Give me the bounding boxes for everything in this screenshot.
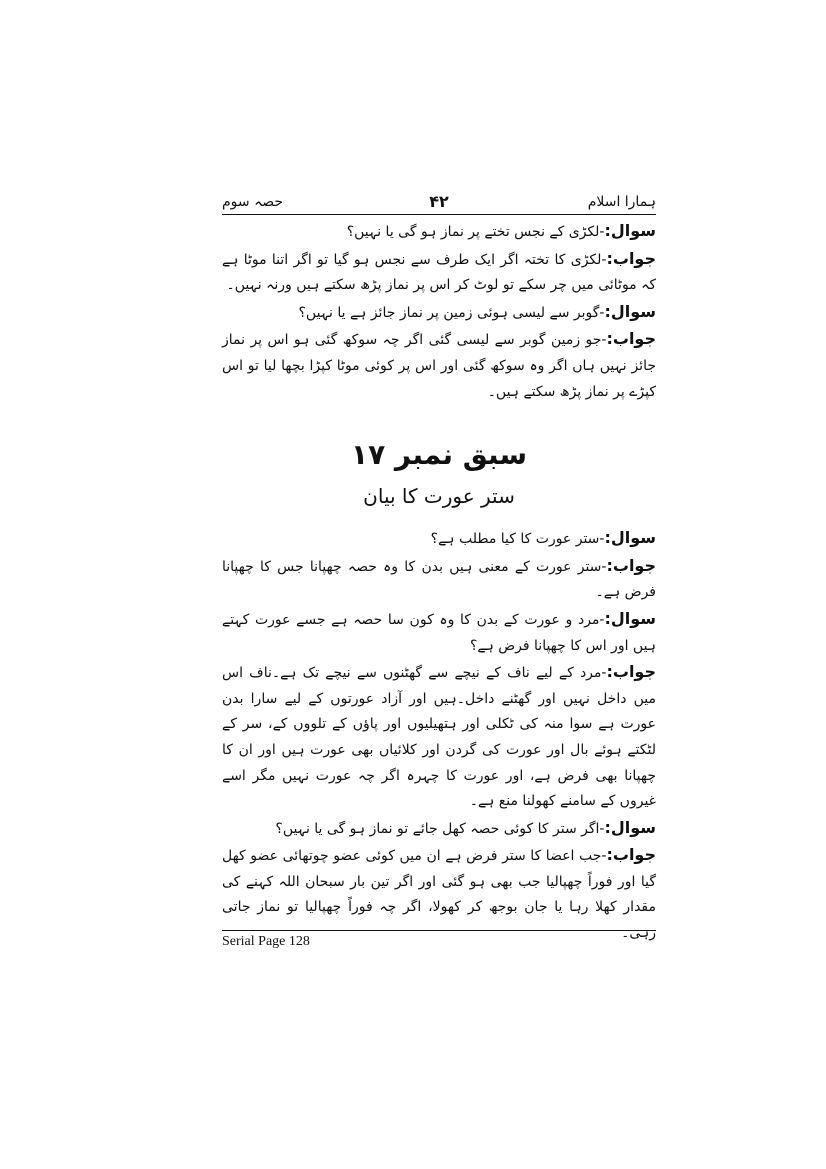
part-label: حصہ سوم — [222, 194, 284, 210]
header-rule — [222, 214, 656, 215]
page-footer — [222, 934, 656, 950]
answer-label: جواب: — [606, 248, 656, 268]
answer-label: جواب: — [606, 555, 656, 575]
question-paragraph — [222, 299, 656, 327]
serial-page-number: 128 — [288, 934, 310, 949]
question-text: -گوبر سے لیسی ہوئی زمین پر نماز جائز ہے یا نہیں؟ — [298, 304, 605, 321]
page-body — [222, 218, 656, 947]
question-paragraph — [222, 606, 656, 659]
question-paragraph — [222, 525, 656, 553]
footer-rule — [222, 930, 656, 931]
answer-text: -مرد کے لیے ناف کے نیچے سے گھٹنوں سے نیچے تک ہے۔ناف اس میں داخل نہیں اور گھٹنے داخل۔ہیں اور آزاد عورتوں کے لیے سارا بدن عورت ہے سوا منہ کی ٹکلی اور ہتھیلیوں اور پاؤں کے تلووں کے، سر کے لٹکتے ہوئے بال اور عورت کی گردن اور کلائیاں بھی عورت ہیں اور ان کا چھپانا بھی فرض ہے، اور عورت کا چہرہ اگر چہ عورت نہیں مگر اسے غیروں کے سامنے کھولنا منع ہے۔ — [222, 665, 656, 810]
answer-label: جواب: — [606, 662, 656, 682]
question-label: سوال: — [604, 528, 656, 548]
question-label: سوال: — [604, 608, 656, 628]
question-text: -لکڑی کے نجس تختے پر نماز ہو گی یا نہیں؟ — [346, 224, 605, 240]
book-title: ہمارا اسلام — [587, 194, 656, 210]
question-text: -اگر ستر کا کوئی حصہ کھل جائے تو نماز ہو گی یا نہیں؟ — [275, 820, 605, 837]
serial-page-label: Serial Page — [222, 934, 286, 949]
question-paragraph — [222, 815, 656, 843]
question-text: -مرد و عورت کے بدن کا وہ کون سا حصہ ہے جسے عورت کہتے ہیں اور اس کا چھپانا فرض ہے؟ — [222, 611, 656, 654]
question-text: -ستر عورت کا کیا مطلب ہے؟ — [430, 531, 605, 548]
answer-text: -ستر عورت کے معنی ہیں بدن کا وہ حصہ چھپانا جس کا چھپانا فرض ہے۔ — [222, 558, 656, 601]
lesson-heading: سبق نمبر ۱۷ — [350, 438, 528, 472]
book-page — [222, 192, 656, 952]
question-paragraph — [222, 218, 656, 246]
page-number: ۴۲ — [429, 192, 449, 211]
answer-paragraph — [222, 246, 656, 299]
answer-text: -لکڑی کا تختہ اگر ایک طرف سے نجس ہو گیا تو اگر اتنا موٹا ہے کہ موٹائی میں چر سکے تو لوٹ کر اس پر نماز پڑھ سکتے ہیں ورنہ نہیں۔ — [222, 251, 656, 294]
answer-text: -جب اعضا کا ستر فرض ہے ان میں کوئی عضو چوتھائی عضو کھل گیا اور فوراً چھپالیا جب بھی ہو گئی اور اگر تین بار سبحان اللہ کہنے کی مقدار کھلا رہا یا جان بوجھ کر کھولا، اگر چہ فوراً چھپالیا تو نماز جاتی رہی۔ — [222, 848, 656, 942]
lesson-subheading: ستر عورت کا بیان — [363, 484, 515, 509]
running-header — [222, 192, 656, 214]
question-label: سوال: — [604, 817, 656, 837]
answer-paragraph — [222, 326, 656, 405]
question-label: سوال: — [604, 301, 656, 321]
answer-paragraph — [222, 842, 656, 946]
question-label: سوال: — [604, 221, 656, 240]
answer-text: -جو زمین گوبر سے لیسی گئی اگر چہ سوکھ گئی ہو اس پر نماز جائز نہیں ہاں اگر وہ سوکھ گئی اور اس پر کوئی موٹا کپڑا بچھا لیا تو اس کپڑے پر نماز پڑھ سکتے ہیں۔ — [222, 332, 656, 400]
answer-paragraph — [222, 659, 656, 815]
answer-label: جواب: — [606, 329, 656, 349]
answer-label: جواب: — [606, 845, 656, 865]
answer-paragraph — [222, 553, 656, 606]
